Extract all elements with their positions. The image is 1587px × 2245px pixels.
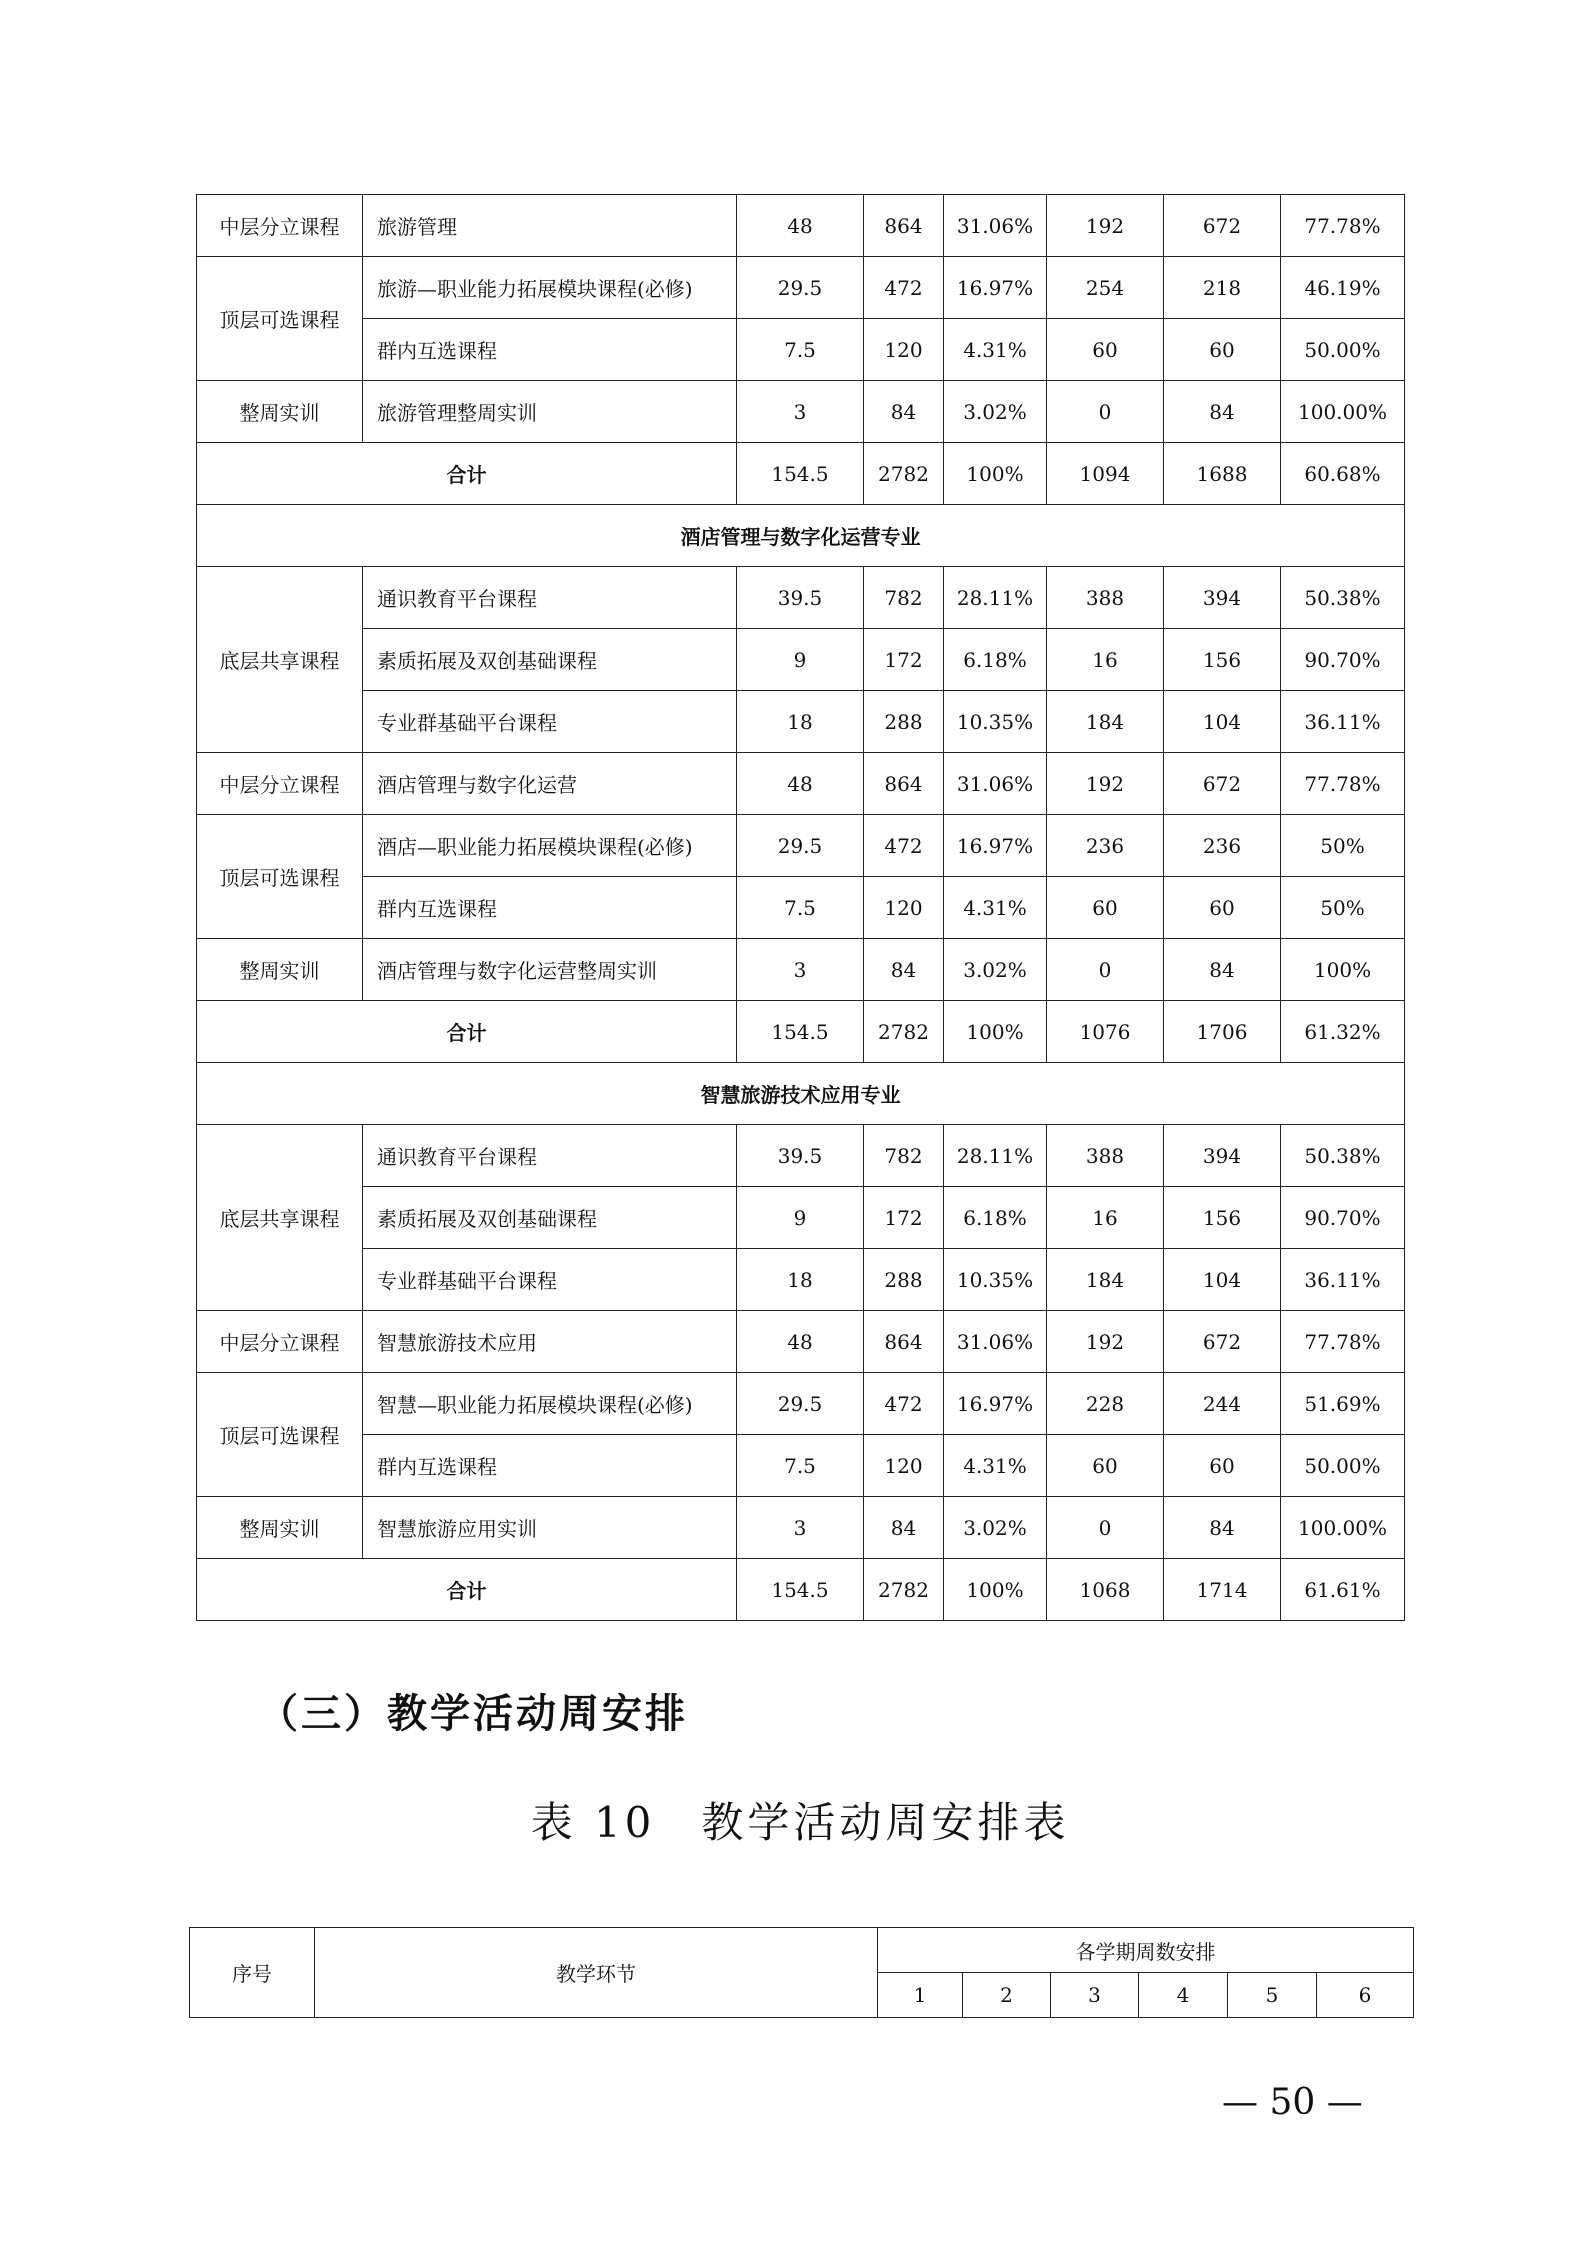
course-name: 群内互选课程: [363, 877, 737, 939]
table-row: [197, 877, 1405, 939]
table-row: [197, 815, 1405, 877]
table-row: [197, 691, 1405, 753]
course-category: 整周实训: [197, 1497, 363, 1559]
table-row: [197, 1187, 1405, 1249]
hours-ratio: 31.06%: [944, 1311, 1047, 1373]
course-name: 酒店—职业能力拓展模块课程(必修): [363, 815, 737, 877]
total-row: [197, 1559, 1405, 1621]
total-practice-ratio: 61.61%: [1281, 1559, 1405, 1621]
total-hours-ratio: 100%: [944, 1001, 1047, 1063]
practice-ratio: 50%: [1281, 877, 1405, 939]
course-name: 通识教育平台课程: [363, 1125, 737, 1187]
header-semesters: 各学期周数安排: [878, 1928, 1414, 1973]
credits: 39.5: [737, 567, 864, 629]
practice-hours: 394: [1164, 1125, 1281, 1187]
credits: 18: [737, 1249, 864, 1311]
course-name: 通识教育平台课程: [363, 567, 737, 629]
table-row: [197, 629, 1405, 691]
practice-ratio: 77.78%: [1281, 195, 1405, 257]
practice-hours: 84: [1164, 939, 1281, 1001]
major-heading-row: [197, 1063, 1405, 1125]
semester-number: 2: [963, 1973, 1051, 2018]
credits: 9: [737, 1187, 864, 1249]
practice-ratio: 36.11%: [1281, 1249, 1405, 1311]
practice-hours: 84: [1164, 381, 1281, 443]
practice-ratio: 77.78%: [1281, 753, 1405, 815]
credits: 48: [737, 1311, 864, 1373]
practice-ratio: 100%: [1281, 939, 1405, 1001]
course-category: 中层分立课程: [197, 753, 363, 815]
hours-ratio: 3.02%: [944, 1497, 1047, 1559]
total-theory-hours: 1094: [1047, 443, 1164, 505]
total-hours-ratio: 100%: [944, 443, 1047, 505]
table-row: [197, 1249, 1405, 1311]
credits: 3: [737, 381, 864, 443]
table-row: [197, 567, 1405, 629]
total-hours-ratio: 100%: [944, 1559, 1047, 1621]
total-total-hours: 2782: [864, 1001, 944, 1063]
theory-hours: 60: [1047, 319, 1164, 381]
credits: 29.5: [737, 1373, 864, 1435]
total-hours: 84: [864, 381, 944, 443]
credits: 7.5: [737, 1435, 864, 1497]
course-category: 整周实训: [197, 381, 363, 443]
practice-ratio: 50%: [1281, 815, 1405, 877]
theory-hours: 192: [1047, 1311, 1164, 1373]
total-hours: 472: [864, 257, 944, 319]
total-label: 合计: [197, 1559, 737, 1621]
total-hours: 120: [864, 1435, 944, 1497]
practice-ratio: 50.00%: [1281, 319, 1405, 381]
total-practice-ratio: 61.32%: [1281, 1001, 1405, 1063]
credits: 29.5: [737, 257, 864, 319]
course-name: 旅游管理: [363, 195, 737, 257]
theory-hours: 192: [1047, 195, 1164, 257]
course-name: 智慧旅游应用实训: [363, 1497, 737, 1559]
total-credits: 154.5: [737, 1001, 864, 1063]
total-hours: 472: [864, 815, 944, 877]
course-name: 素质拓展及双创基础课程: [363, 1187, 737, 1249]
course-name: 旅游—职业能力拓展模块课程(必修): [363, 257, 737, 319]
practice-ratio: 50.38%: [1281, 567, 1405, 629]
total-practice-ratio: 60.68%: [1281, 443, 1405, 505]
total-hours: 84: [864, 1497, 944, 1559]
major-heading-row: [197, 505, 1405, 567]
table-row: [197, 1373, 1405, 1435]
course-name: 群内互选课程: [363, 1435, 737, 1497]
total-hours: 288: [864, 1249, 944, 1311]
table-row: [197, 319, 1405, 381]
practice-ratio: 100.00%: [1281, 1497, 1405, 1559]
practice-hours: 156: [1164, 629, 1281, 691]
table-row: [197, 381, 1405, 443]
table-row: [197, 939, 1405, 1001]
theory-hours: 184: [1047, 1249, 1164, 1311]
total-hours: 172: [864, 1187, 944, 1249]
theory-hours: 228: [1047, 1373, 1164, 1435]
total-hours: 864: [864, 753, 944, 815]
theory-hours: 60: [1047, 877, 1164, 939]
hours-ratio: 6.18%: [944, 1187, 1047, 1249]
practice-ratio: 77.78%: [1281, 1311, 1405, 1373]
credits: 3: [737, 939, 864, 1001]
table-row: [197, 753, 1405, 815]
practice-ratio: 51.69%: [1281, 1373, 1405, 1435]
credits: 48: [737, 195, 864, 257]
course-name: 酒店管理与数字化运营: [363, 753, 737, 815]
total-hours: 120: [864, 319, 944, 381]
course-category: 中层分立课程: [197, 1311, 363, 1373]
total-practice-hours: 1714: [1164, 1559, 1281, 1621]
theory-hours: 16: [1047, 1187, 1164, 1249]
course-category: 顶层可选课程: [197, 257, 363, 381]
practice-hours: 672: [1164, 195, 1281, 257]
total-hours: 472: [864, 1373, 944, 1435]
page-number: — 50 —: [1222, 2082, 1363, 2123]
total-hours: 864: [864, 1311, 944, 1373]
practice-hours: 394: [1164, 567, 1281, 629]
theory-hours: 60: [1047, 1435, 1164, 1497]
credits: 48: [737, 753, 864, 815]
hours-ratio: 4.31%: [944, 319, 1047, 381]
table-row: [197, 1311, 1405, 1373]
major-heading: 智慧旅游技术应用专业: [197, 1063, 1405, 1125]
total-row: [197, 443, 1405, 505]
total-practice-hours: 1706: [1164, 1001, 1281, 1063]
practice-ratio: 50.00%: [1281, 1435, 1405, 1497]
hours-ratio: 3.02%: [944, 381, 1047, 443]
course-category: 底层共享课程: [197, 567, 363, 753]
hours-ratio: 16.97%: [944, 1373, 1047, 1435]
practice-hours: 60: [1164, 1435, 1281, 1497]
practice-hours: 672: [1164, 1311, 1281, 1373]
hours-ratio: 3.02%: [944, 939, 1047, 1001]
course-category: 顶层可选课程: [197, 815, 363, 939]
hours-ratio: 28.11%: [944, 1125, 1047, 1187]
theory-hours: 388: [1047, 1125, 1164, 1187]
credits: 29.5: [737, 815, 864, 877]
practice-hours: 672: [1164, 753, 1281, 815]
table-row: [197, 1125, 1405, 1187]
total-hours: 864: [864, 195, 944, 257]
total-label: 合计: [197, 1001, 737, 1063]
credit-hours-table: [196, 194, 1405, 1621]
total-theory-hours: 1068: [1047, 1559, 1164, 1621]
theory-hours: 184: [1047, 691, 1164, 753]
semester-number: 6: [1317, 1973, 1414, 2018]
hours-ratio: 31.06%: [944, 753, 1047, 815]
hours-ratio: 4.31%: [944, 877, 1047, 939]
credits: 7.5: [737, 319, 864, 381]
course-name: 酒店管理与数字化运营整周实训: [363, 939, 737, 1001]
semester-number: 3: [1051, 1973, 1139, 2018]
major-heading: 酒店管理与数字化运营专业: [197, 505, 1405, 567]
total-total-hours: 2782: [864, 1559, 944, 1621]
practice-ratio: 90.70%: [1281, 629, 1405, 691]
semester-number: 5: [1228, 1973, 1317, 2018]
credits: 7.5: [737, 877, 864, 939]
table-row: [197, 1497, 1405, 1559]
total-label: 合计: [197, 443, 737, 505]
table-header-row: [190, 1928, 1414, 1973]
theory-hours: 254: [1047, 257, 1164, 319]
total-hours: 172: [864, 629, 944, 691]
total-theory-hours: 1076: [1047, 1001, 1164, 1063]
practice-hours: 156: [1164, 1187, 1281, 1249]
practice-hours: 60: [1164, 877, 1281, 939]
practice-ratio: 100.00%: [1281, 381, 1405, 443]
theory-hours: 0: [1047, 939, 1164, 1001]
total-hours: 84: [864, 939, 944, 1001]
table-caption: 表 10 教学活动周安排表: [530, 1798, 1070, 1847]
hours-ratio: 6.18%: [944, 629, 1047, 691]
total-hours: 782: [864, 567, 944, 629]
table-row: [197, 257, 1405, 319]
header-seq: 序号: [190, 1928, 315, 2018]
table-row: [197, 195, 1405, 257]
course-category: 底层共享课程: [197, 1125, 363, 1311]
practice-ratio: 36.11%: [1281, 691, 1405, 753]
practice-hours: 84: [1164, 1497, 1281, 1559]
course-name: 群内互选课程: [363, 319, 737, 381]
course-name: 旅游管理整周实训: [363, 381, 737, 443]
table-row: [197, 1435, 1405, 1497]
course-category: 顶层可选课程: [197, 1373, 363, 1497]
practice-ratio: 50.38%: [1281, 1125, 1405, 1187]
total-hours: 782: [864, 1125, 944, 1187]
total-total-hours: 2782: [864, 443, 944, 505]
course-category: 中层分立课程: [197, 195, 363, 257]
practice-hours: 236: [1164, 815, 1281, 877]
practice-hours: 244: [1164, 1373, 1281, 1435]
credits: 39.5: [737, 1125, 864, 1187]
hours-ratio: 10.35%: [944, 691, 1047, 753]
semester-number: 4: [1139, 1973, 1228, 2018]
theory-hours: 0: [1047, 1497, 1164, 1559]
section-heading: （三）教学活动周安排: [258, 1690, 688, 1737]
total-hours: 288: [864, 691, 944, 753]
course-category: 整周实训: [197, 939, 363, 1001]
hours-ratio: 10.35%: [944, 1249, 1047, 1311]
total-hours: 120: [864, 877, 944, 939]
practice-ratio: 90.70%: [1281, 1187, 1405, 1249]
header-stage: 教学环节: [315, 1928, 878, 2018]
course-name: 智慧旅游技术应用: [363, 1311, 737, 1373]
semester-number: 1: [878, 1973, 963, 2018]
theory-hours: 236: [1047, 815, 1164, 877]
total-credits: 154.5: [737, 1559, 864, 1621]
teaching-weeks-table: [189, 1927, 1414, 2018]
credits: 9: [737, 629, 864, 691]
credits: 3: [737, 1497, 864, 1559]
hours-ratio: 4.31%: [944, 1435, 1047, 1497]
credits: 18: [737, 691, 864, 753]
theory-hours: 192: [1047, 753, 1164, 815]
hours-ratio: 28.11%: [944, 567, 1047, 629]
theory-hours: 0: [1047, 381, 1164, 443]
course-name: 智慧—职业能力拓展模块课程(必修): [363, 1373, 737, 1435]
practice-hours: 104: [1164, 1249, 1281, 1311]
hours-ratio: 16.97%: [944, 257, 1047, 319]
practice-hours: 218: [1164, 257, 1281, 319]
total-practice-hours: 1688: [1164, 443, 1281, 505]
hours-ratio: 16.97%: [944, 815, 1047, 877]
practice-ratio: 46.19%: [1281, 257, 1405, 319]
total-row: [197, 1001, 1405, 1063]
theory-hours: 388: [1047, 567, 1164, 629]
practice-hours: 104: [1164, 691, 1281, 753]
practice-hours: 60: [1164, 319, 1281, 381]
hours-ratio: 31.06%: [944, 195, 1047, 257]
course-name: 素质拓展及双创基础课程: [363, 629, 737, 691]
total-credits: 154.5: [737, 443, 864, 505]
theory-hours: 16: [1047, 629, 1164, 691]
course-name: 专业群基础平台课程: [363, 691, 737, 753]
course-name: 专业群基础平台课程: [363, 1249, 737, 1311]
